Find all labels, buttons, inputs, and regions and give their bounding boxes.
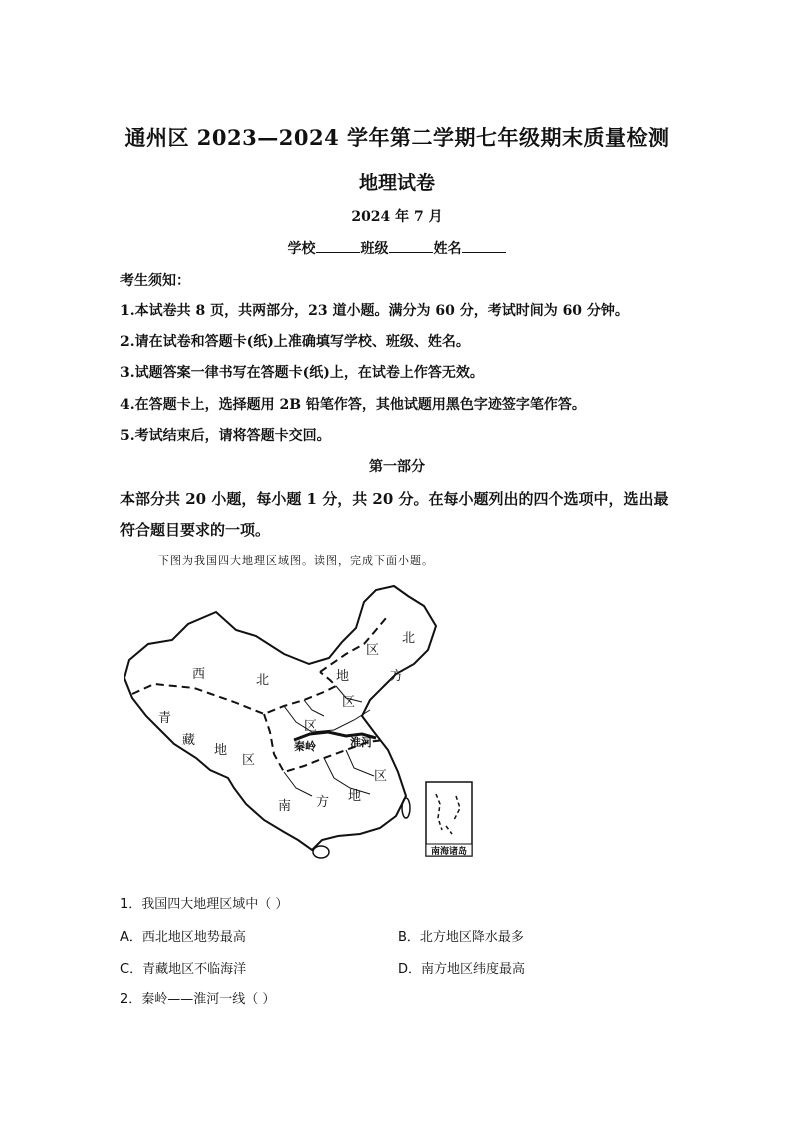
northwest-boundary bbox=[132, 672, 336, 714]
notice-heading: 考生须知： bbox=[120, 273, 190, 289]
exam-date: 2024 年 7 月 bbox=[351, 209, 443, 225]
question-1-option-d: D．南方地区纬度最高 bbox=[398, 962, 526, 977]
map-label-zang: 藏 bbox=[182, 733, 196, 748]
map-label-qu-nw: 区 bbox=[342, 695, 356, 710]
page-subtitle: 地理试卷 bbox=[358, 172, 435, 194]
inset-label: 南海诸岛 bbox=[430, 847, 468, 857]
taiwan-island bbox=[402, 798, 410, 818]
hainan-island bbox=[313, 846, 329, 858]
china-regions-map bbox=[124, 582, 484, 862]
map-label-qu-qz: 区 bbox=[242, 753, 256, 768]
notice-rule-4: 4.在答题卡上，选择题用 2B 铅笔作答，其他试题用黑色字迹签字笔作答。 bbox=[120, 397, 586, 413]
question-1-option-a: A．西北地区地势最高 bbox=[120, 930, 246, 945]
notice-rule-5: 5.考试结束后，请将答题卡交回。 bbox=[120, 428, 331, 444]
map-label-huaihe: 淮河 bbox=[350, 736, 372, 749]
map-label-di-qz: 地 bbox=[214, 743, 228, 758]
map-label-qu-n: 区 bbox=[366, 643, 380, 658]
part-one-description: 本部分共 20 小题，每小题 1 分，共 20 分。在每小题列出的四个选项中，选出最符合题目要求的一项。 bbox=[120, 490, 669, 539]
notice-rule-2: 2.请在试卷和答题卡(纸)上准确填写学校、班级、姓名。 bbox=[120, 334, 470, 350]
map-intro: 下图为我国四大地理区域图。读图，完成下面小题。 bbox=[158, 554, 434, 567]
question-1-stem: 1．我国四大地理区域中（ ） bbox=[120, 897, 289, 912]
school-label: 学校 bbox=[287, 241, 316, 257]
map-label-di-s: 地 bbox=[348, 789, 362, 804]
class-blank bbox=[389, 238, 433, 253]
name-blank bbox=[462, 238, 506, 253]
map-label-nan: 南 bbox=[278, 799, 292, 814]
map-label-xi: 西 bbox=[192, 667, 206, 682]
map-label-fang-s: 方 bbox=[316, 795, 330, 810]
notice-rule-1: 1.本试卷共 8 页，共两部分，23 道小题。满分为 60 分，考试时间为 60 分钟。 bbox=[120, 303, 629, 319]
school-blank bbox=[316, 238, 360, 253]
part-one-title: 第一部分 bbox=[369, 459, 425, 475]
page-title: 通州区 2023—2024 学年第二学期七年级期末质量检测 bbox=[124, 125, 670, 150]
map-label-qu-s: 区 bbox=[374, 769, 388, 784]
map-label-bei: 北 bbox=[256, 673, 270, 688]
student-info-line bbox=[0, 238, 794, 258]
question-1-option-b: B．北方地区降水最多 bbox=[398, 930, 524, 945]
map-label-bei-n: 北 bbox=[402, 631, 416, 646]
question-1-option-c: C．青藏地区不临海洋 bbox=[120, 962, 247, 977]
map-label-fang-n: 方 bbox=[390, 669, 404, 684]
question-2-stem: 2．秦岭——淮河一线（ ） bbox=[120, 992, 276, 1007]
map-label-di-nw: 地 bbox=[336, 669, 350, 684]
map-label-qinling: 秦岭 bbox=[294, 740, 316, 753]
map-label-qing: 青 bbox=[158, 711, 172, 726]
notice-rule-3: 3.试题答案一律书写在答题卡(纸)上，在试卷上作答无效。 bbox=[120, 365, 484, 381]
name-label: 姓名 bbox=[433, 241, 462, 257]
map-label-qu1: 区 bbox=[304, 719, 318, 734]
class-label: 班级 bbox=[360, 241, 389, 257]
